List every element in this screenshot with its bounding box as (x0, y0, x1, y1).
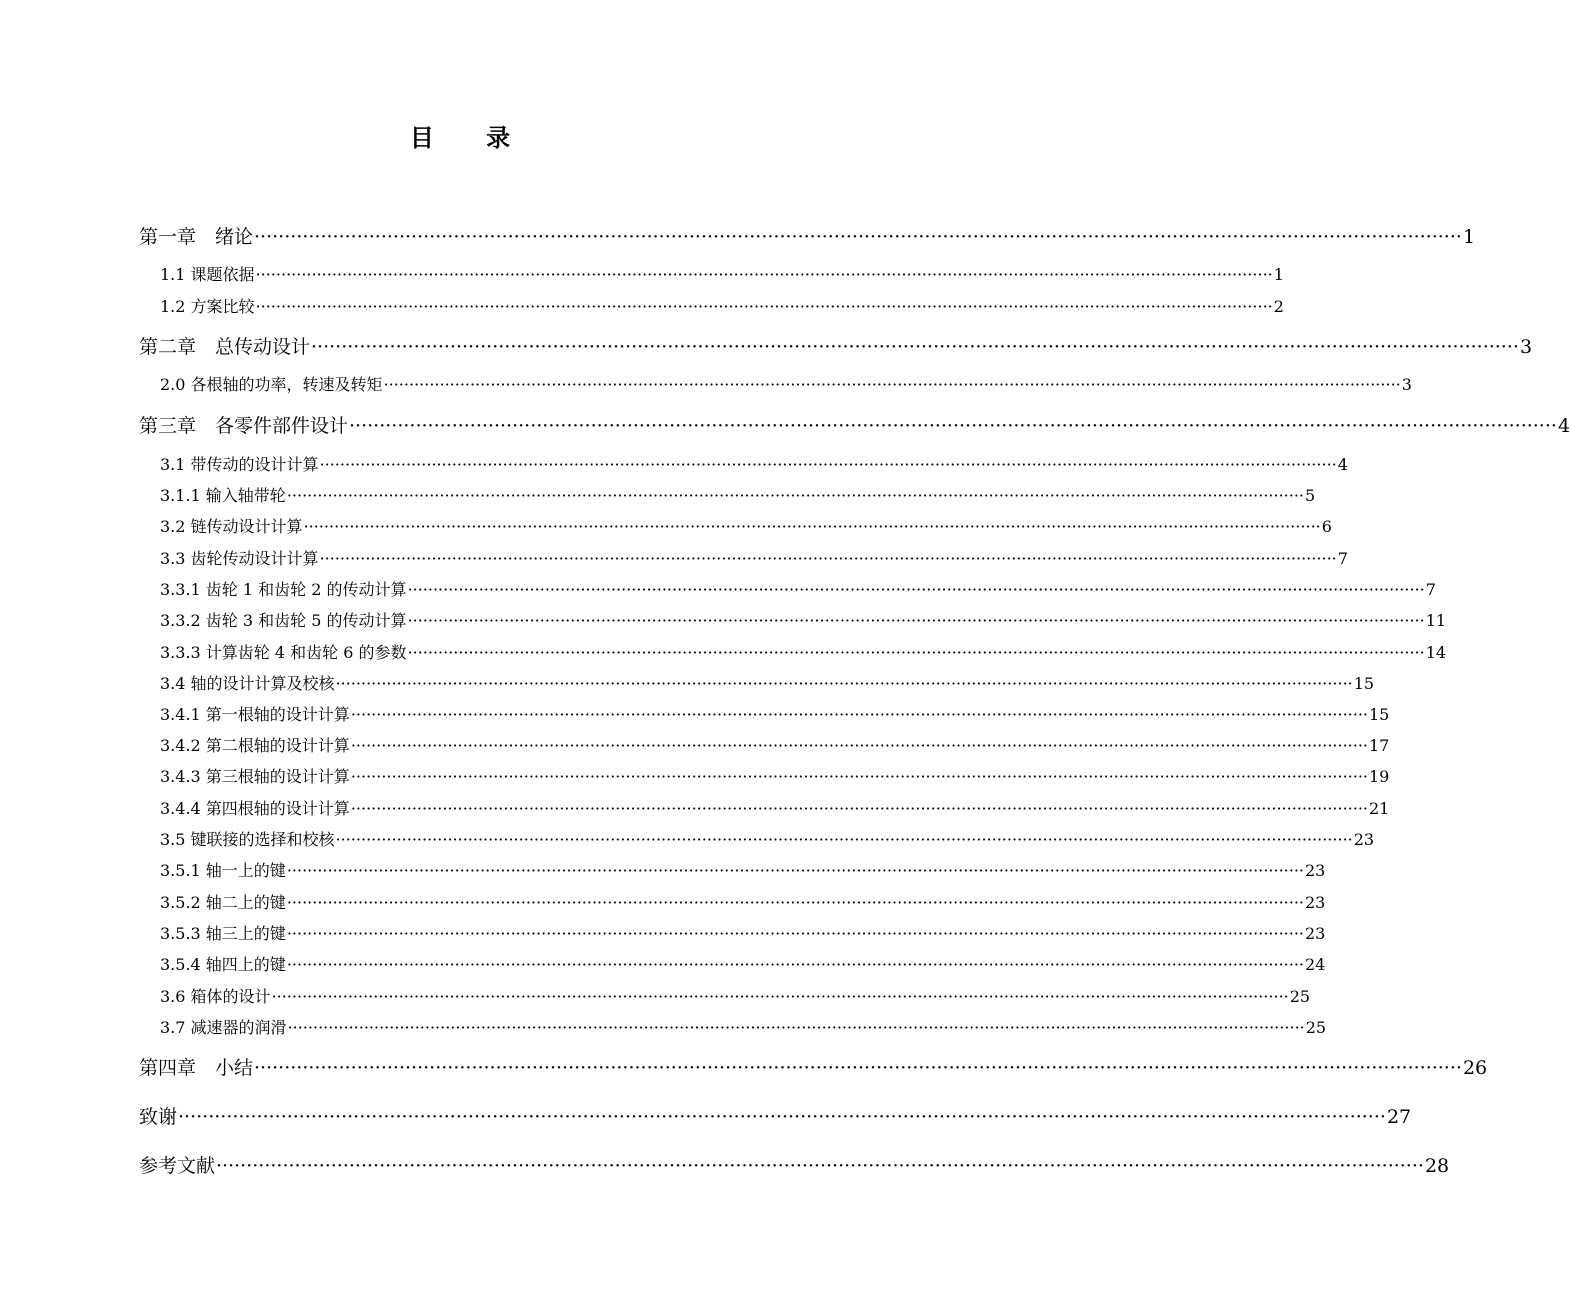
toc-entry-label: 第一章 绪论 (139, 226, 254, 248)
toc-leader-dots: ········································································································································································································ (216, 1155, 1424, 1177)
toc-entry[interactable] (160, 294, 1284, 317)
toc-entry[interactable] (160, 483, 1316, 506)
toc-entry[interactable] (139, 222, 1476, 249)
toc-entry[interactable] (139, 411, 1570, 438)
toc-entry-label: 3.5.1 轴一上的键 (160, 861, 286, 880)
toc-entry-label: 3.3.3 计算齿轮 4 和齿轮 6 的参数 (160, 643, 407, 662)
page-title: 目 录 (409, 124, 533, 152)
toc-entry-page: 1 (1462, 226, 1476, 248)
toc-entry-page: 23 (1353, 830, 1375, 849)
toc-entry-label: 3.2 链传动设计计算 (160, 517, 303, 536)
toc-entry-label: 3.4.1 第一根轴的设计计算 (160, 705, 350, 724)
toc-entry-page: 4 (1337, 455, 1348, 474)
toc-leader-dots: ········································································································································································································ (254, 1057, 1462, 1079)
toc-entry[interactable] (160, 671, 1375, 694)
toc-leader-dots: ········································································································································································································ (287, 1018, 1305, 1037)
toc-entry-label: 第三章 各零件部件设计 (139, 415, 349, 437)
toc-entry[interactable] (160, 764, 1390, 787)
toc-entry[interactable] (160, 921, 1326, 944)
toc-entry-label: 参考文献 (139, 1155, 216, 1177)
toc-entry[interactable] (160, 1015, 1327, 1038)
toc-entry-label: 3.4.3 第三根轴的设计计算 (160, 767, 350, 786)
toc-entry-page: 4 (1557, 415, 1570, 437)
toc-entry-page: 15 (1353, 674, 1375, 693)
toc-entry-page: 23 (1305, 893, 1326, 912)
toc-entry[interactable] (160, 702, 1390, 725)
toc-entry-page: 23 (1305, 861, 1326, 880)
toc-entry-label: 3.7 减速器的润滑 (160, 1018, 287, 1037)
toc-entry-page: 15 (1369, 705, 1390, 724)
toc-entry-page: 23 (1305, 924, 1326, 943)
toc-entry-label: 2.0 各根轴的功率，转速及转矩 (160, 375, 383, 394)
toc-leader-dots: ········································································································································································································ (286, 861, 1304, 880)
toc-leader-dots: ········································································································································································································ (286, 486, 1304, 505)
toc-entry-page: 7 (1425, 580, 1436, 599)
toc-entry-page: 25 (1289, 987, 1311, 1006)
toc-leader-dots: ········································································································································································································ (349, 415, 1557, 437)
toc-entry[interactable] (160, 452, 1348, 475)
toc-entry-page: 28 (1424, 1155, 1450, 1177)
toc-entry-label: 3.1.1 输入轴带轮 (160, 486, 286, 505)
toc-entry[interactable] (139, 1102, 1412, 1129)
toc-entry-label: 3.4 轴的设计计算及校核 (160, 674, 335, 693)
toc-entry-label: 致谢 (139, 1106, 178, 1128)
toc-leader-dots: ········································································································································································································ (319, 549, 1337, 568)
toc-entry-page: 17 (1369, 736, 1390, 755)
toc-entry[interactable] (160, 577, 1436, 600)
toc-entry-label: 3.5 键联接的选择和校核 (160, 830, 335, 849)
toc-entry-page: 1 (1273, 265, 1284, 284)
toc-entry-label: 3.4.4 第四根轴的设计计算 (160, 799, 350, 818)
toc-entry-page: 3 (1519, 336, 1533, 358)
toc-entry-label: 3.5.3 轴三上的键 (160, 924, 286, 943)
toc-leader-dots: ········································································································································································································ (286, 955, 1304, 974)
toc-leader-dots: ········································································································································································································ (335, 674, 1353, 693)
toc-leader-dots: ········································································································································································································ (178, 1106, 1386, 1128)
toc-entry[interactable] (160, 952, 1326, 975)
toc-entry-page: 2 (1273, 297, 1284, 316)
toc-entry-label: 3.5.4 轴四上的键 (160, 955, 286, 974)
toc-entry[interactable] (139, 1151, 1450, 1178)
toc-entry-page: 26 (1462, 1057, 1488, 1079)
toc-entry-label: 3.3.2 齿轮 3 和齿轮 5 的传动计算 (160, 611, 407, 630)
toc-entry[interactable] (160, 796, 1390, 819)
toc-entry-label: 第二章 总传动设计 (139, 336, 311, 358)
toc-entry[interactable] (160, 546, 1348, 569)
toc-leader-dots: ········································································································································································································ (350, 736, 1368, 755)
toc-entry-label: 1.1 课题依据 (160, 265, 255, 284)
toc-leader-dots: ········································································································································································································ (350, 799, 1368, 818)
toc-leader-dots: ········································································································································································································ (407, 611, 1425, 630)
toc-leader-dots: ········································································································································································································ (335, 830, 1353, 849)
toc-entry-label: 3.3.1 齿轮 1 和齿轮 2 的传动计算 (160, 580, 407, 599)
toc-entry-page: 11 (1425, 611, 1447, 630)
toc-entry-page: 21 (1369, 799, 1390, 818)
toc-entry-label: 3.5.2 轴二上的键 (160, 893, 286, 912)
toc-leader-dots: ········································································································································································································ (255, 297, 1273, 316)
toc-entry-page: 3 (1401, 375, 1412, 394)
toc-entry-page: 6 (1321, 517, 1332, 536)
toc-entry-page: 24 (1305, 955, 1326, 974)
toc-leader-dots: ········································································································································································································ (271, 987, 1289, 1006)
toc-leader-dots: ········································································································································································································ (255, 265, 1273, 284)
toc-entry-label: 3.1 带传动的设计计算 (160, 455, 319, 474)
toc-entry-label: 3.4.2 第二根轴的设计计算 (160, 736, 350, 755)
toc-entry[interactable] (160, 262, 1284, 285)
toc-entry[interactable] (160, 733, 1390, 756)
toc-entry[interactable] (160, 640, 1447, 663)
toc-entry-page: 19 (1369, 767, 1390, 786)
toc-entry-page: 5 (1305, 486, 1316, 505)
toc-leader-dots: ········································································································································································································ (383, 375, 1401, 394)
toc-entry[interactable] (160, 372, 1412, 395)
toc-leader-dots: ········································································································································································································ (286, 924, 1304, 943)
toc-entry-page: 27 (1386, 1106, 1412, 1128)
toc-leader-dots: ········································································································································································································ (254, 226, 1462, 248)
toc-entry[interactable] (160, 608, 1447, 631)
toc-entry-page: 7 (1337, 549, 1348, 568)
toc-entry[interactable] (160, 858, 1326, 881)
toc-entry-label: 第四章 小结 (139, 1057, 254, 1079)
toc-entry-label: 1.2 方案比较 (160, 297, 255, 316)
toc-leader-dots: ········································································································································································································ (303, 517, 1321, 536)
toc-leader-dots: ········································································································································································································ (319, 455, 1337, 474)
toc-entry[interactable] (160, 890, 1326, 913)
toc-leader-dots: ········································································································································································································ (286, 893, 1304, 912)
toc-entry-label: 3.6 箱体的设计 (160, 987, 271, 1006)
toc-leader-dots: ········································································································································································································ (407, 580, 1425, 599)
toc-leader-dots: ········································································································································································································ (407, 643, 1425, 662)
toc-leader-dots: ········································································································································································································ (350, 705, 1368, 724)
toc-entry[interactable] (160, 984, 1311, 1007)
toc-entry[interactable] (139, 332, 1533, 359)
toc-entry-page: 25 (1305, 1018, 1327, 1037)
toc-entry[interactable] (160, 514, 1332, 537)
toc-entry-label: 3.3 齿轮传动设计计算 (160, 549, 319, 568)
toc-leader-dots: ········································································································································································································ (311, 336, 1519, 358)
toc-leader-dots: ········································································································································································································ (350, 767, 1368, 786)
toc-entry[interactable] (139, 1053, 1488, 1080)
toc-entry[interactable] (160, 827, 1375, 850)
toc-entry-page: 14 (1425, 643, 1447, 662)
